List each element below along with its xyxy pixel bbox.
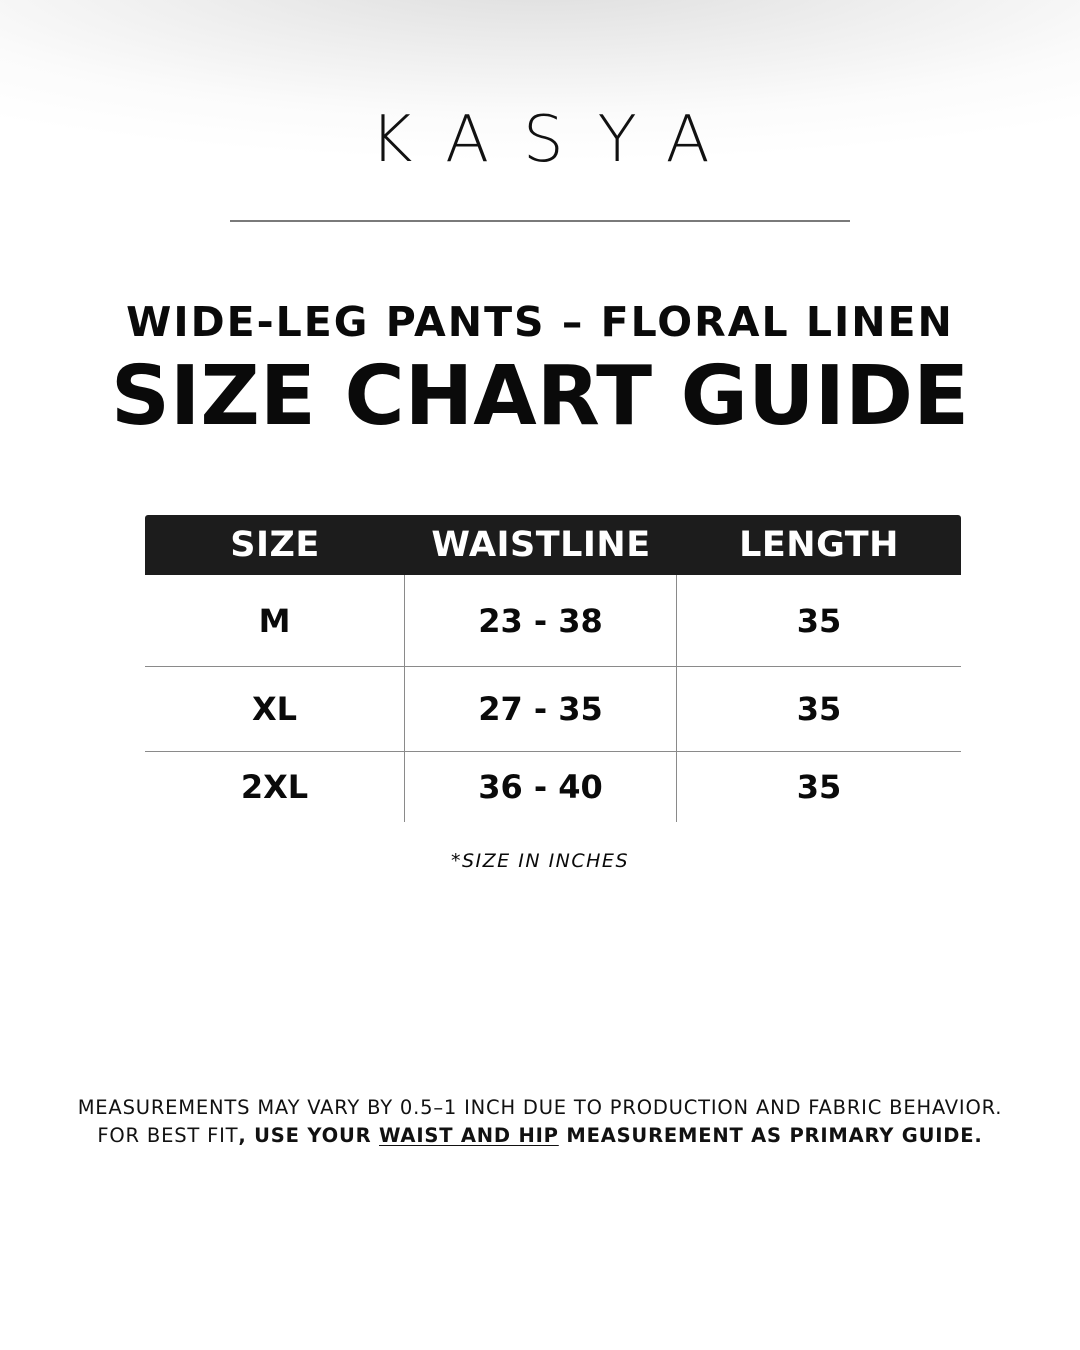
header-size: SIZE [230, 525, 320, 565]
disclaimer-emphasis: WAIST AND HIP [379, 1124, 559, 1147]
cell-length: 35 [796, 768, 842, 806]
disclaimer-prefix: FOR BEST FIT [97, 1124, 239, 1147]
cell-size: XL [145, 667, 405, 751]
divider [230, 220, 850, 222]
product-line-heading: WIDE-LEG PANTS – FLORAL LINEN [126, 298, 954, 346]
table-header [145, 515, 961, 575]
page-title: SIZE CHART GUIDE [110, 349, 970, 444]
size-chart-table [145, 515, 961, 822]
table-row [145, 667, 961, 752]
cell-size: M [145, 575, 405, 666]
cell-waistline: 27 - 35 [405, 667, 677, 751]
cell-size: 2XL [145, 752, 405, 822]
cell-length: 35 [796, 601, 842, 640]
cell-waistline: 23 - 38 [405, 575, 677, 666]
cell-length: 35 [796, 690, 842, 728]
table-row [145, 752, 961, 822]
disclaimer-bold-b: MEASUREMENT AS PRIMARY GUIDE. [558, 1124, 983, 1147]
disclaimer-line-2 [0, 1122, 1080, 1150]
unit-note: *SIZE IN INCHES [450, 850, 630, 872]
header-waistline: WAISTLINE [431, 525, 651, 565]
disclaimer-bold-a: , USE YOUR [238, 1124, 379, 1147]
header-length: LENGTH [739, 525, 899, 565]
disclaimer-line-1: MEASUREMENTS MAY VARY BY 0.5–1 INCH DUE TO PRODUCTION AND FABRIC BEHAVIOR. [77, 1096, 1003, 1119]
table-row [145, 575, 961, 667]
disclaimer [0, 1094, 1080, 1150]
cell-waistline: 36 - 40 [405, 752, 677, 822]
brand-logo: KASYA [370, 103, 744, 177]
